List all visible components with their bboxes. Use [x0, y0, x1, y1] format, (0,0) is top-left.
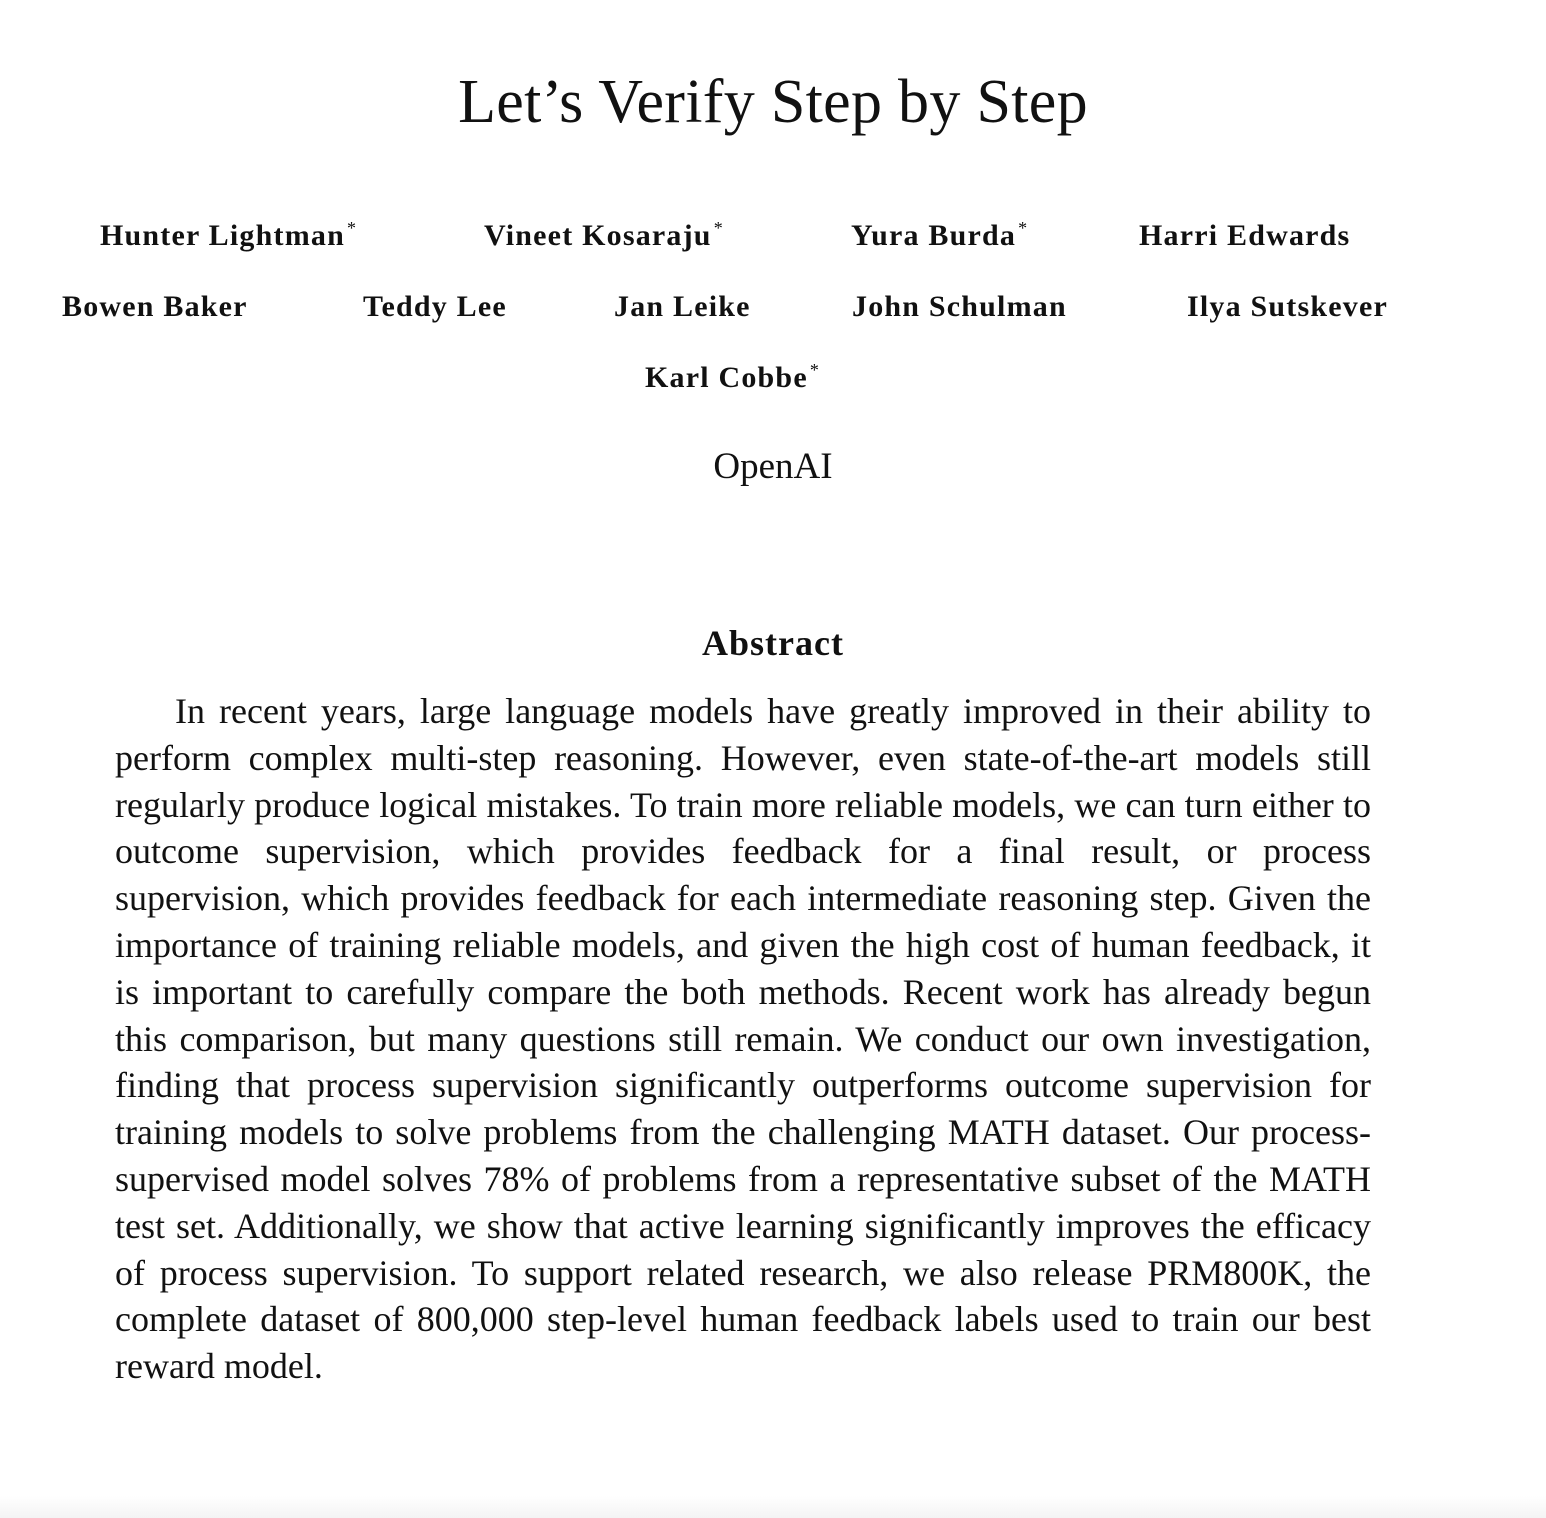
author-name: Karl Cobbe — [645, 361, 808, 394]
equal-contribution-mark: * — [346, 218, 358, 238]
author-hunter-lightman — [100, 216, 357, 256]
page-bottom-edge — [0, 1496, 1546, 1518]
author-name: Yura Burda — [851, 219, 1017, 252]
author-bowen-baker — [62, 287, 248, 327]
abstract-body: In recent years, large language models have greatly improved in their ability to perform complex multi-step reasoning. However, even state-of-the-art models still regularly produce logical mistakes. To train more reliable models, we can turn either to outcome supervision, which provides feedback for a final result, or process supervision, which provides feedback for each intermediate reasoning step. Given the importance of training reliable models, and given the high cost of human feedback, it is important to carefully compare the both methods. Recent work has already begun this comparison, but many questions still remain. We conduct our own investigation, finding that process supervision significantly outperforms outcome supervision for training models to solve problems from the challenging MATH dataset. Our process-supervised model solves 78% of problems from a representative subset of the MATH test set. Additionally, we show that active learning significantly improves the efficacy of process supervision. To support related research, we also release PRM800K, the complete dataset of 800,000 step-level human feedback labels used to train our best reward model. — [115, 691, 1371, 1387]
author-karl-cobbe — [645, 358, 820, 398]
paper-title: Let’s Verify Step by Step — [458, 68, 1088, 136]
author-name: Harri Edwards — [1139, 219, 1351, 252]
author-row-2 — [0, 287, 1546, 327]
author-yura-burda — [851, 216, 1028, 256]
author-name: Hunter Lightman — [100, 219, 345, 252]
author-teddy-lee — [363, 287, 507, 327]
equal-contribution-mark: * — [809, 360, 821, 380]
author-name: Vineet Kosaraju — [484, 219, 712, 252]
author-harri-edwards — [1139, 216, 1350, 256]
author-ilya-sutskever — [1187, 287, 1388, 327]
affiliation: OpenAI — [713, 446, 833, 487]
author-john-schulman — [852, 287, 1067, 327]
abstract-heading: Abstract — [702, 623, 844, 663]
author-name: Bowen Baker — [62, 290, 248, 323]
author-jan-leike — [614, 287, 751, 327]
author-row-3 — [0, 358, 1546, 398]
author-name: Ilya Sutskever — [1187, 290, 1388, 323]
author-name: John Schulman — [852, 290, 1067, 323]
equal-contribution-mark: * — [1018, 218, 1029, 238]
author-row-1 — [0, 216, 1546, 256]
author-name: Teddy Lee — [363, 290, 507, 323]
author-vineet-kosaraju — [484, 216, 724, 256]
author-name: Jan Leike — [614, 290, 751, 323]
equal-contribution-mark: * — [713, 218, 724, 238]
